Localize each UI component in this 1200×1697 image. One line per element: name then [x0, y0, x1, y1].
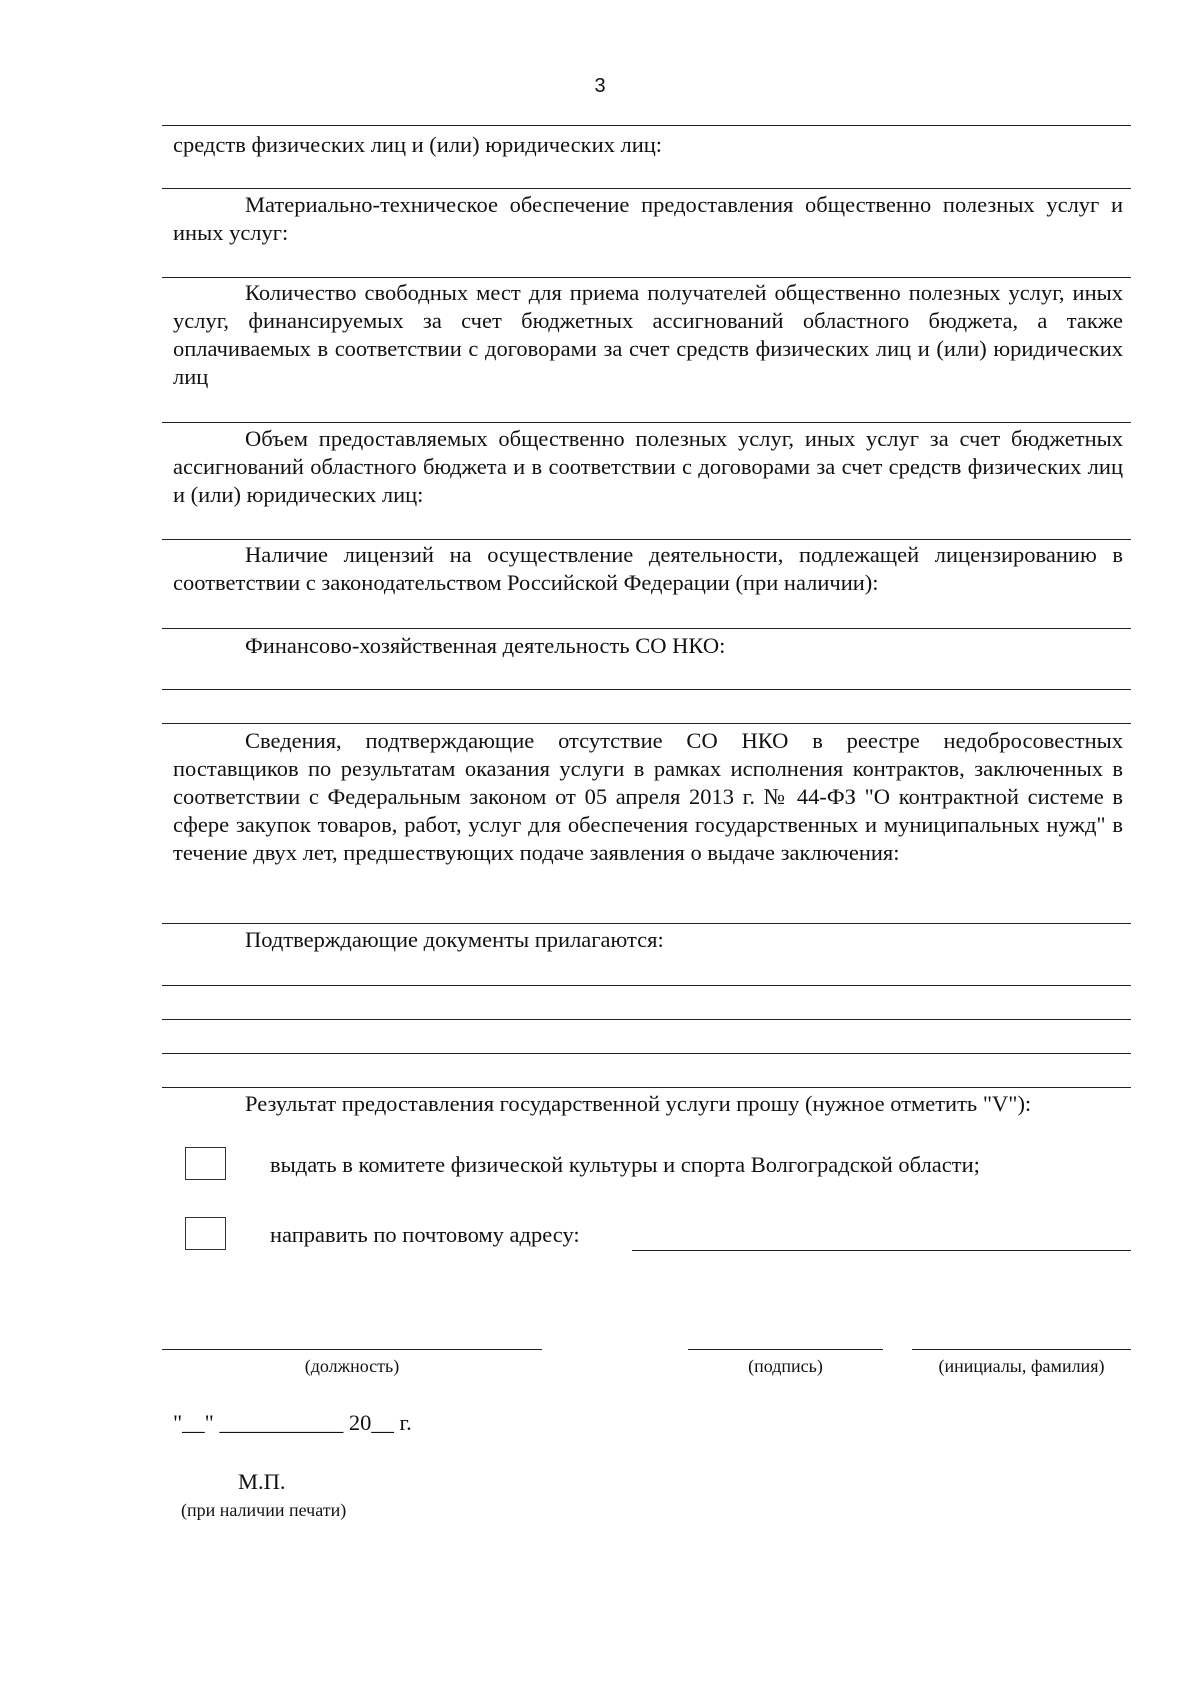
section-result-request: Результат предоставления государственной услуги прошу (нужное отметить "V"):	[245, 1091, 1032, 1116]
signature-line[interactable]	[688, 1349, 883, 1350]
position-caption: (должность)	[304, 1356, 400, 1376]
divider	[162, 188, 1131, 189]
divider	[162, 1087, 1131, 1088]
option-issue-at-committee: выдать в комитете физической культуры и спорта Волгоградской области;	[270, 1152, 980, 1177]
option-send-by-mail: направить по почтовому адресу:	[270, 1222, 580, 1247]
position-line[interactable]	[162, 1349, 542, 1350]
stamp-note: (при наличии печати)	[181, 1500, 347, 1520]
signature-caption: (подпись)	[748, 1356, 823, 1376]
divider	[162, 628, 1131, 629]
section-finance: Финансово-хозяйственная деятельность СО НКО:	[245, 633, 726, 658]
send-by-mail-checkbox[interactable]	[185, 1217, 226, 1250]
input-line[interactable]	[162, 1053, 1131, 1054]
divider	[162, 277, 1131, 278]
section-registry: Сведения, подтверждающие отсутствие СО НКО в реестре недобросовестных поставщиков по результатам оказания услуги в рамках исполнения контрактов, заключенных в соответствии с Федеральным законом от 05 апреля 2013 г. № 44-ФЗ "О контрактной системе в сфере закупок товаров, работ, услуг для обеспечения государственных и муниципальных нужд" в течение двух лет, предшествующих подаче заявления о выдаче заключения:	[173, 728, 1123, 865]
section-volume: Объем предоставляемых общественно полезных услуг, иных услуг за счет бюджетных ассигнований областного бюджета и в соответствии с договорами за счет средств физических лиц и (или) юридических лиц:	[173, 426, 1123, 507]
postal-address-field[interactable]	[632, 1250, 1131, 1251]
divider	[162, 422, 1131, 423]
name-line[interactable]	[912, 1349, 1131, 1350]
divider	[162, 723, 1131, 724]
section-documents: Подтверждающие документы прилагаются:	[245, 927, 664, 952]
section-vacancies: Количество свободных мест для приема получателей общественно полезных услуг, иных услуг, финансируемых за счет бюджетных ассигнований областного бюджета, а также оплачиваемых в соответствии с договорами за счет средств физических лиц и (или) юридических лиц	[173, 280, 1123, 389]
input-line[interactable]	[162, 985, 1131, 986]
input-line[interactable]	[162, 689, 1131, 690]
issue-at-committee-checkbox[interactable]	[185, 1147, 226, 1180]
page-number: 3	[594, 75, 606, 97]
name-caption: (инициалы, фамилия)	[938, 1356, 1105, 1376]
section-licenses: Наличие лицензий на осуществление деятельности, подлежащей лицензированию в соответствии с законодательством Российской Федерации (при наличии):	[173, 542, 1123, 595]
section-material: Материально-техническое обеспечение предоставления общественно полезных услуг и иных услуг:	[173, 192, 1123, 245]
divider	[162, 923, 1131, 924]
divider	[162, 125, 1131, 126]
section-top-fragment: средств физических лиц и (или) юридических лиц:	[173, 132, 663, 157]
stamp-label: М.П.	[238, 1469, 286, 1494]
input-line[interactable]	[162, 1019, 1131, 1020]
date-line: "__" ___________ 20__ г.	[173, 1410, 412, 1435]
divider	[162, 539, 1131, 540]
